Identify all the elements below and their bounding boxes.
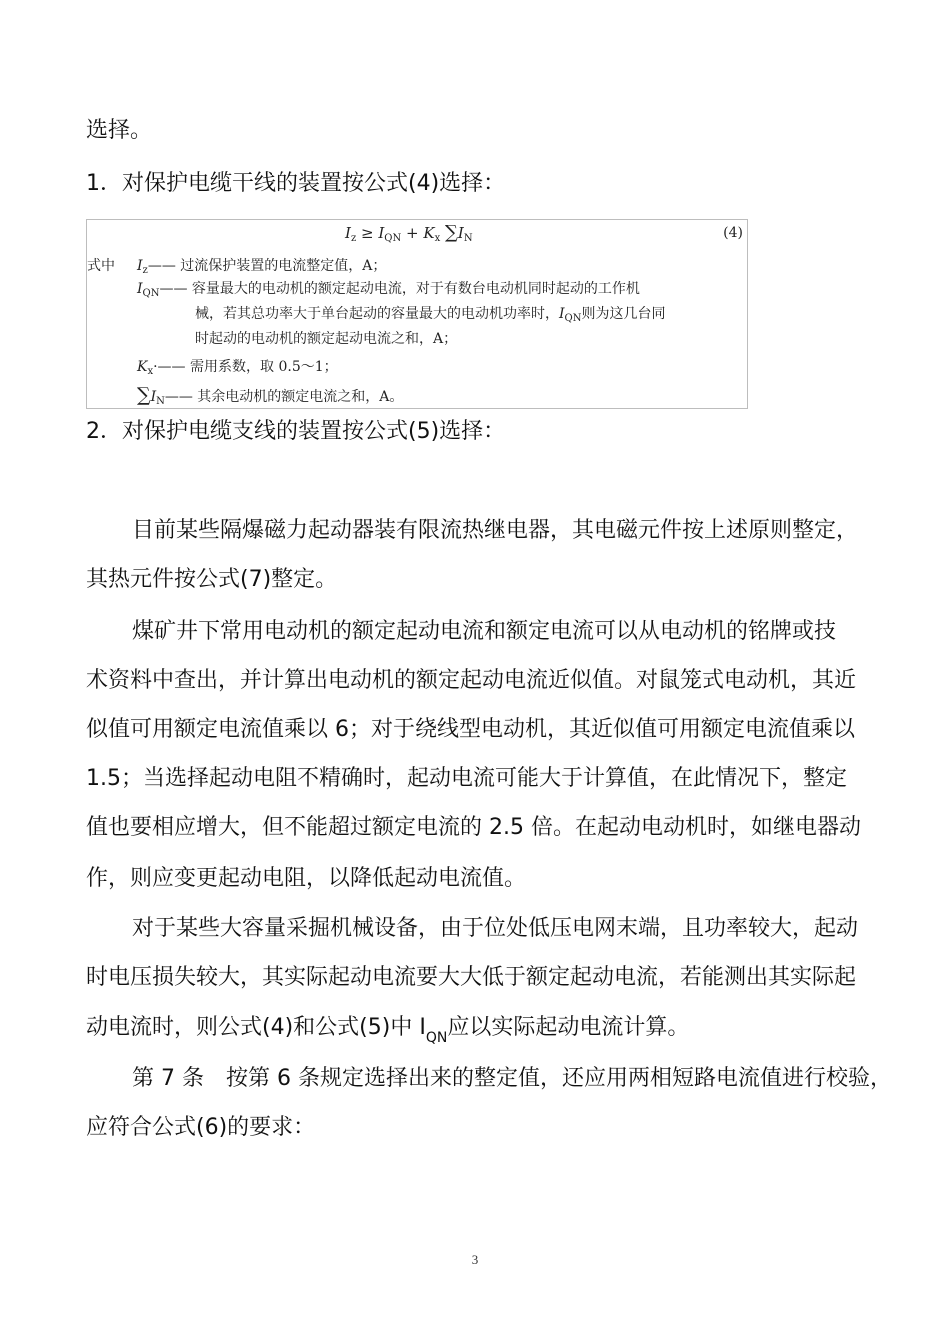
formula-symbol: I [457, 224, 464, 242]
formula-subscript: N [463, 233, 473, 244]
formula-symbol: I [137, 281, 143, 297]
text-line: 目前某些隔爆磁力起动器装有限流热继电器，其电磁元件按上述原则整定， [132, 518, 859, 543]
text-line: 值也要相应增大，但不能超过额定电流的 2.5 倍。在起动电动机时，如继电器动 [86, 815, 861, 840]
text-line: 其热元件按公式(7)整定。 [86, 567, 338, 592]
formula-4 [345, 224, 473, 248]
text-line: 似值可用额定电流值乘以 6；对于绕线型电动机，其近似值可用额定电流值乘以 [86, 717, 855, 742]
formula-subscript: QN [384, 233, 402, 244]
page-number: 3 [471, 1252, 479, 1267]
formula-subscript: QN [142, 288, 160, 299]
item-2-heading: 2．对保护电缆支线的装置按公式(5)选择： [86, 419, 506, 444]
formula-symbol: I [559, 306, 565, 322]
definition-text: 则为这几台同 [581, 306, 666, 322]
formula-subscript: QN [564, 313, 582, 324]
formula-4-image [86, 219, 748, 409]
text-line: 选择。 [86, 118, 153, 143]
text-line: 时电压损失较大，其实际起动电流要大大低于额定起动电流，若能测出其实际起 [86, 965, 857, 990]
formula-subscript: N [156, 396, 165, 407]
sum-symbol: ∑ [445, 222, 458, 243]
formula-operator: + [406, 224, 419, 242]
definition-text: —— 过流保护装置的电流整定值，A； [147, 258, 387, 274]
item-1-heading: 1．对保护电缆干线的装置按公式(4)选择： [86, 171, 506, 196]
formula-number: (4) [723, 225, 743, 241]
text-line: 作，则应变更起动电阻，以降低起动电流值。 [86, 866, 527, 891]
text-segment: 动电流时，则公式(4)和公式(5)中 I [86, 1015, 426, 1040]
definition-kx [137, 358, 338, 381]
article-7-line: 第 7 条 按第 6 条规定选择出来的整定值，还应用两相短路电流值进行校验， [132, 1066, 892, 1091]
definition-iz [137, 257, 386, 280]
text-line: 煤矿井下常用电动机的额定起动电流和额定电流可以从电动机的铭牌或技 [132, 619, 837, 644]
definition-iqn-end: 时起动的电动机的额定起动电流之和，A； [195, 331, 458, 347]
formula-subscript: x [434, 233, 441, 244]
where-label: 式中 [87, 258, 115, 274]
text-line [86, 1013, 689, 1053]
formula-symbol: I [150, 389, 157, 405]
definition-text: —— 其余电动机的额定电流之和，A。 [164, 389, 404, 405]
text-line: 对于某些大容量采掘机械设备，由于位处低压电网末端，且功率较大，起动 [132, 916, 859, 941]
text-line: 术资料中查出，并计算出电动机的额定起动电流近似值。对鼠笼式电动机，其近 [86, 668, 857, 693]
formula-symbol: I [345, 224, 351, 242]
definition-text: 械，若其总功率大于单台起动的容量最大的电动机功率时， [195, 306, 559, 322]
formula-symbol: K [137, 359, 148, 375]
definition-text: ·—— 需用系数，取 0.5～1； [153, 359, 338, 375]
formula-subscript: x [147, 366, 154, 377]
subscript-qn: QN [425, 1030, 448, 1046]
formula-subscript: z [350, 233, 357, 244]
definition-sum-in [137, 386, 403, 411]
formula-operator: ≥ [361, 224, 374, 242]
definition-iqn-cont [195, 305, 665, 328]
text-segment: 应以实际起动电流计算。 [447, 1015, 690, 1040]
formula-symbol: I [137, 258, 143, 274]
text-line: 应符合公式(6)的要求： [86, 1115, 316, 1140]
definition-iqn [137, 280, 640, 303]
sum-symbol: ∑ [137, 384, 151, 406]
formula-symbol: I [378, 224, 385, 242]
text-line: 1.5；当选择起动电阻不精确时，起动电流可能大于计算值，在此情况下，整定 [86, 766, 847, 791]
formula-subscript: z [142, 265, 148, 276]
formula-symbol: K [423, 224, 435, 242]
definition-text: —— 容量最大的电动机的额定起动电流，对于有数台电动机同时起动的工作机 [159, 281, 640, 297]
